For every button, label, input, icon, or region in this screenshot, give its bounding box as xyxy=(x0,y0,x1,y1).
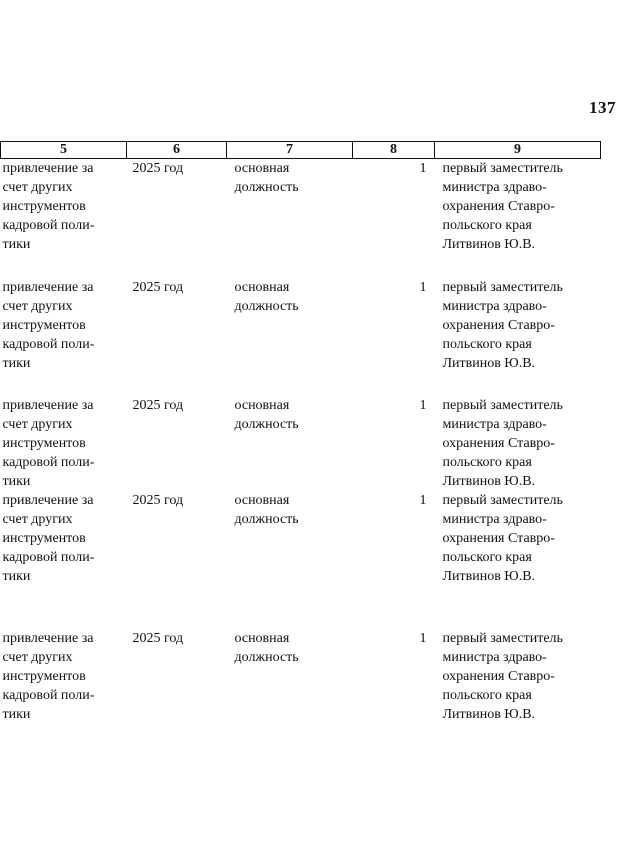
cell-method xyxy=(1,396,127,491)
cell-position-type-text: основная должность xyxy=(234,280,299,314)
cell-responsible-text: первый заместитель министра здраво- охранения Ставро- польского края Литвинов Ю.В. xyxy=(442,161,563,252)
cell-position-type-text: основная должность xyxy=(234,493,299,527)
cell-position-type-text: основная должность xyxy=(234,631,299,665)
cell-method-text: привлечение за счет других инструментов кадровой поли- тики xyxy=(2,398,95,489)
cell-position-type xyxy=(227,159,353,279)
cell-position-type xyxy=(227,491,353,629)
cell-year-text: 2025 год xyxy=(132,280,184,295)
table-body xyxy=(1,159,601,750)
header-col-7: 7 xyxy=(227,142,353,159)
table-row xyxy=(1,396,601,491)
cell-method xyxy=(1,159,127,279)
cell-method-text: привлечение за счет других инструментов кадровой поли- тики xyxy=(2,631,95,722)
cell-year xyxy=(127,629,227,749)
cell-count-text: 1 xyxy=(419,398,427,413)
header-col-9: 9 xyxy=(435,142,601,159)
cell-count xyxy=(353,491,435,629)
cell-count xyxy=(353,159,435,279)
cell-responsible xyxy=(435,629,601,749)
header-col-8: 8 xyxy=(353,142,435,159)
cell-method xyxy=(1,629,127,749)
cell-method xyxy=(1,278,127,396)
cell-count-text: 1 xyxy=(419,280,427,295)
cell-responsible xyxy=(435,491,601,629)
cell-responsible-text: первый заместитель министра здраво- охранения Ставро- польского края Литвинов Ю.В. xyxy=(442,398,563,489)
cell-responsible xyxy=(435,396,601,491)
cell-responsible-text: первый заместитель министра здраво- охранения Ставро- польского края Литвинов Ю.В. xyxy=(442,280,563,371)
table-row xyxy=(1,278,601,396)
page-number: 137 xyxy=(589,98,616,117)
cell-year xyxy=(127,159,227,279)
cell-year-text: 2025 год xyxy=(132,398,184,413)
cell-year-text: 2025 год xyxy=(132,493,184,508)
cell-responsible xyxy=(435,278,601,396)
cell-responsible xyxy=(435,159,601,279)
cell-count xyxy=(353,278,435,396)
cell-count xyxy=(353,396,435,491)
header-col-6: 6 xyxy=(127,142,227,159)
header-col-5: 5 xyxy=(1,142,127,159)
cell-position-type xyxy=(227,278,353,396)
cell-count xyxy=(353,629,435,749)
cell-method-text: привлечение за счет других инструментов кадровой поли- тики xyxy=(2,493,95,584)
cell-method-text: привлечение за счет других инструментов кадровой поли- тики xyxy=(2,161,95,252)
table-row xyxy=(1,159,601,279)
cell-year xyxy=(127,491,227,629)
table-row xyxy=(1,629,601,749)
table-row xyxy=(1,491,601,629)
cell-position-type-text: основная должность xyxy=(234,398,299,432)
cell-year xyxy=(127,396,227,491)
cell-year xyxy=(127,278,227,396)
header-row xyxy=(1,142,601,159)
cell-year-text: 2025 год xyxy=(132,631,184,646)
cell-method xyxy=(1,491,127,629)
cell-responsible-text: первый заместитель министра здраво- охранения Ставро- польского края Литвинов Ю.В. xyxy=(442,493,563,584)
cell-position-type-text: основная должность xyxy=(234,161,299,195)
cell-year-text: 2025 год xyxy=(132,161,184,176)
cell-method-text: привлечение за счет других инструментов кадровой поли- тики xyxy=(2,280,95,371)
table-header xyxy=(1,142,601,159)
cell-responsible-text: первый заместитель министра здраво- охранения Ставро- польского края Литвинов Ю.В. xyxy=(442,631,563,722)
cell-count-text: 1 xyxy=(419,493,427,508)
cell-position-type xyxy=(227,629,353,749)
cell-count-text: 1 xyxy=(419,161,427,176)
document-table xyxy=(0,141,601,749)
cell-position-type xyxy=(227,396,353,491)
cell-count-text: 1 xyxy=(419,631,427,646)
